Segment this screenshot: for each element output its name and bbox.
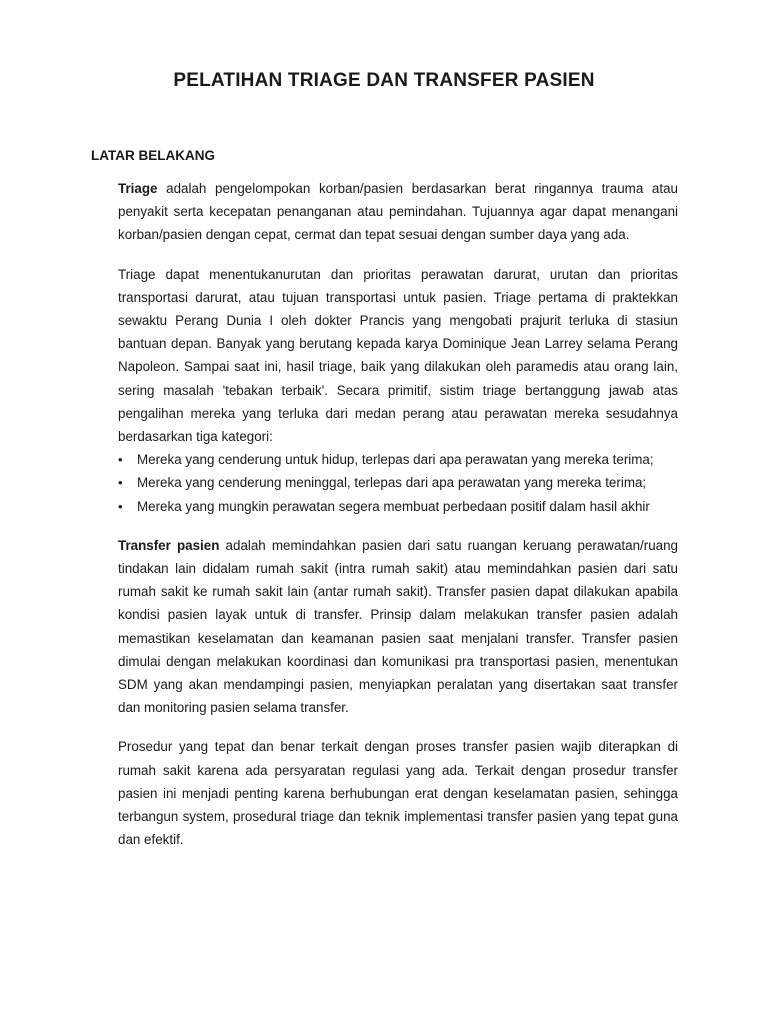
paragraph-text: adalah memindahkan pasien dari satu ruangan keruang perawatan/ruang tindakan lain didalam rumah sakit (intra rumah sakit) atau memindahkan pasien dari satu rumah sakit ke rumah sakit lain (antar rumah sakit). Transfer pasien dapat dilakukan apabila kondisi pasien layak untuk di transfer. Prinsip dalam melakukan transfer pasien adalah memastikan keselamatan dan keamanan pasien saat menjalani transfer. Transfer pasien dimulai dengan melakukan koordinasi dan komunikasi pra transportasi pasien, menentukan SDM yang akan mendampingi pasien, menyiapkan peralatan yang disertakan saat transfer dan monitoring pasien selama transfer.: [118, 537, 678, 716]
list-item: [118, 471, 678, 494]
term-triage: Triage: [118, 181, 158, 196]
paragraph-triage-definition: [118, 177, 678, 247]
list-item-text: Mereka yang cenderung meninggal, terlepas dari apa perawatan yang mereka terima;: [137, 475, 647, 491]
paragraph-transfer-procedure: Prosedur yang tepat dan benar terkait dengan proses transfer pasien wajib diterapkan di rumah sakit karena ada persyaratan regulasi yang ada. Terkait dengan prosedur transfer pasien ini menjadi penting karena berhubungan erat dengan keselamatan pasien, sehingga terbangun system, prosedural triage dan teknik implementasi transfer pasien yang tepat guna dan efektif.: [118, 739, 678, 848]
paragraph-text: adalah pengelompokan korban/pasien berdasarkan berat ringannya trauma atau penyakit serta kecepatan penanganan atau pemindahan. Tujuannya agar dapat menangani korban/pasien dengan cepat, cermat dan tepat sesuai dengan sumber daya yang ada.: [118, 181, 678, 243]
list-item: [118, 448, 678, 471]
bullet-icon: •: [118, 498, 123, 514]
bullet-icon: •: [118, 452, 123, 468]
bullet-icon: •: [118, 475, 123, 491]
list-item-text: Mereka yang cenderung untuk hidup, terlepas dari apa perawatan yang mereka terima;: [137, 452, 654, 468]
paragraph-triage-history: Triage dapat menentukanurutan dan prioritas perawatan darurat, urutan dan prioritas transportasi darurat, atau tujuan transportasi untuk pasien. Triage pertama di praktekkan sewaktu Perang Dunia I oleh dokter Prancis yang mengobati prajurit terluka di stasiun bantuan depan. Banyak yang berutang kepada karya Dominique Jean Larrey selama Perang Napoleon. Sampai saat ini, hasil triage, baik yang dilakukan oleh paramedis atau orang lain, sering masalah 'tebakan terbaik'. Secara primitif, sistim triage bertanggung jawab atas pengalihan mereka yang terluka dari medan perang atau perawatan mereka sesudahnya berdasarkan tiga kategori:: [118, 266, 678, 445]
bullet-list: [118, 448, 678, 518]
page-title: PELATIHAN TRIAGE DAN TRANSFER PASIEN: [173, 70, 595, 91]
list-item: [118, 495, 678, 518]
document-body: [118, 177, 678, 867]
paragraph-transfer-definition: [118, 534, 678, 720]
list-item-text: Mereka yang mungkin perawatan segera membuat perbedaan positif dalam hasil akhir: [137, 498, 650, 514]
term-transfer-pasien: Transfer pasien: [118, 537, 220, 553]
section-heading: LATAR BELAKANG: [91, 148, 215, 163]
